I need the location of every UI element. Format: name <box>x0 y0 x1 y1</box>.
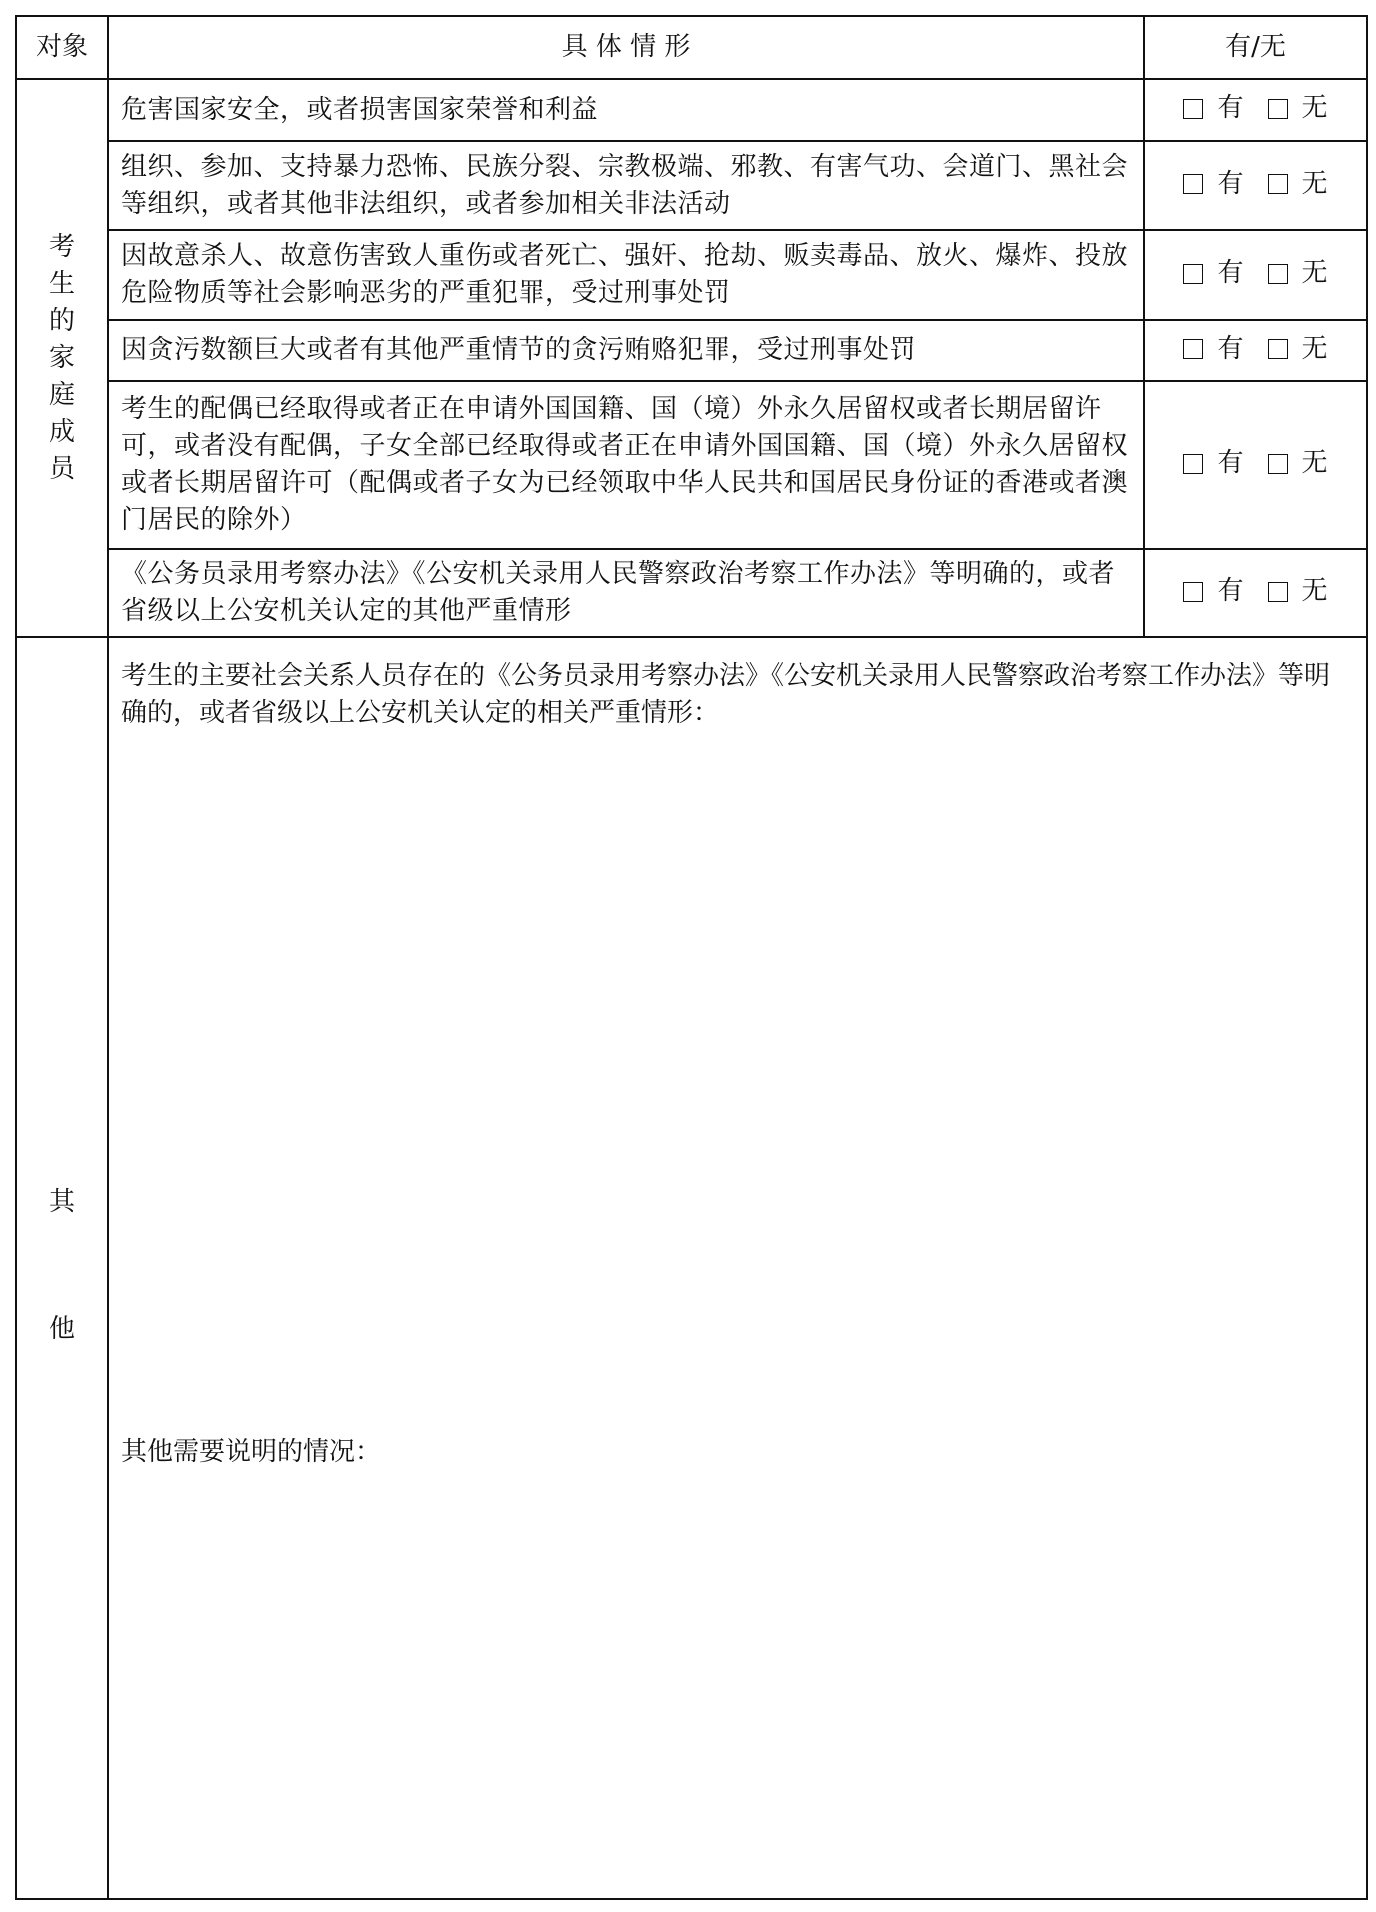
checkbox-icon <box>1183 264 1203 284</box>
header-object: 对象 <box>16 16 108 79</box>
checkbox-icon <box>1268 264 1288 284</box>
other-label <box>16 637 108 1899</box>
family-label-char: 庭 <box>48 379 75 410</box>
family-label-char: 成 <box>48 416 75 447</box>
no-label: 无 <box>1301 448 1328 479</box>
yes-checkbox[interactable] <box>1183 331 1243 368</box>
table-row <box>16 549 1367 637</box>
checkbox-icon <box>1268 174 1288 194</box>
no-checkbox[interactable] <box>1268 90 1328 127</box>
yes-checkbox[interactable] <box>1183 445 1243 482</box>
family-label-char: 考 <box>48 231 75 262</box>
checkbox-icon <box>1268 339 1288 359</box>
checkbox-icon <box>1183 99 1203 119</box>
row-text: 《公务员录用考察办法》《公安机关录用人民警察政治考察工作办法》等明确的，或者省级以上公安机关认定的其他严重情形 <box>108 549 1144 637</box>
yes-label: 有 <box>1217 168 1244 199</box>
other-prompt-serious: 考生的主要社会关系人员存在的《公务员录用考察办法》《公安机关录用人民警察政治考察工作办法》等明确的，或者省级以上公安机关认定的相关严重情形： <box>121 661 1331 728</box>
checkbox-icon <box>1268 582 1288 602</box>
yes-checkbox[interactable] <box>1183 255 1243 292</box>
no-label: 无 <box>1301 258 1328 289</box>
yes-no-cell <box>1144 381 1367 549</box>
table-row <box>16 381 1367 549</box>
other-prompt-explain: 其他需要说明的情况： <box>121 1437 382 1467</box>
other-label-char: 他 <box>48 1314 75 1344</box>
yes-label: 有 <box>1217 258 1244 289</box>
no-label: 无 <box>1301 93 1328 124</box>
yes-label: 有 <box>1217 333 1244 364</box>
yes-label: 有 <box>1217 93 1244 124</box>
family-label-char: 员 <box>48 453 75 484</box>
family-label-char: 家 <box>48 342 75 373</box>
other-label-char: 其 <box>48 1187 75 1217</box>
family-label-char: 生 <box>48 268 75 299</box>
table-row <box>16 141 1367 230</box>
yes-no-cell <box>1144 141 1367 230</box>
no-label: 无 <box>1301 333 1328 364</box>
no-checkbox[interactable] <box>1268 573 1328 610</box>
no-label: 无 <box>1301 576 1328 607</box>
checkbox-icon <box>1183 339 1203 359</box>
row-text: 因故意杀人、故意伤害致人重伤或者死亡、强奸、抢劫、贩卖毒品、放火、爆炸、投放危险物质等社会影响恶劣的严重犯罪，受过刑事处罚 <box>108 230 1144 320</box>
yes-no-cell <box>1144 320 1367 381</box>
no-checkbox[interactable] <box>1268 445 1328 482</box>
yes-no-cell <box>1144 79 1367 141</box>
table-row <box>16 79 1367 141</box>
row-text: 因贪污数额巨大或者有其他严重情节的贪污贿赂犯罪，受过刑事处罚 <box>108 320 1144 381</box>
other-content[interactable] <box>108 637 1367 1899</box>
checkbox-icon <box>1268 454 1288 474</box>
yes-label: 有 <box>1217 576 1244 607</box>
family-label-char: 的 <box>48 305 75 336</box>
header-row <box>16 16 1367 79</box>
no-checkbox[interactable] <box>1268 331 1328 368</box>
yes-no-cell <box>1144 549 1367 637</box>
checkbox-icon <box>1183 582 1203 602</box>
political-review-table <box>15 15 1368 1900</box>
yes-checkbox[interactable] <box>1183 90 1243 127</box>
yes-no-cell <box>1144 230 1367 320</box>
yes-checkbox[interactable] <box>1183 166 1243 203</box>
row-text: 考生的配偶已经取得或者正在申请外国国籍、国（境）外永久居留权或者长期居留许可，或者没有配偶，子女全部已经取得或者正在申请外国国籍、国（境）外永久居留权或者长期居留许可（配偶或者子女为已经领取中华人民共和国居民身份证的香港或者澳门居民的除外） <box>108 381 1144 549</box>
checkbox-icon <box>1183 174 1203 194</box>
checkbox-icon <box>1183 454 1203 474</box>
no-checkbox[interactable] <box>1268 255 1328 292</box>
header-yes-no: 有/无 <box>1144 16 1367 79</box>
family-label <box>16 79 108 637</box>
table-row <box>16 320 1367 381</box>
other-row <box>16 637 1367 1899</box>
yes-label: 有 <box>1217 448 1244 479</box>
table-row <box>16 230 1367 320</box>
no-label: 无 <box>1301 168 1328 199</box>
checkbox-icon <box>1268 99 1288 119</box>
no-checkbox[interactable] <box>1268 166 1328 203</box>
header-situation: 具 体 情 形 <box>108 16 1144 79</box>
row-text: 组织、参加、支持暴力恐怖、民族分裂、宗教极端、邪教、有害气功、会道门、黑社会等组织，或者其他非法组织，或者参加相关非法活动 <box>108 141 1144 230</box>
row-text: 危害国家安全，或者损害国家荣誉和利益 <box>108 79 1144 141</box>
yes-checkbox[interactable] <box>1183 573 1243 610</box>
